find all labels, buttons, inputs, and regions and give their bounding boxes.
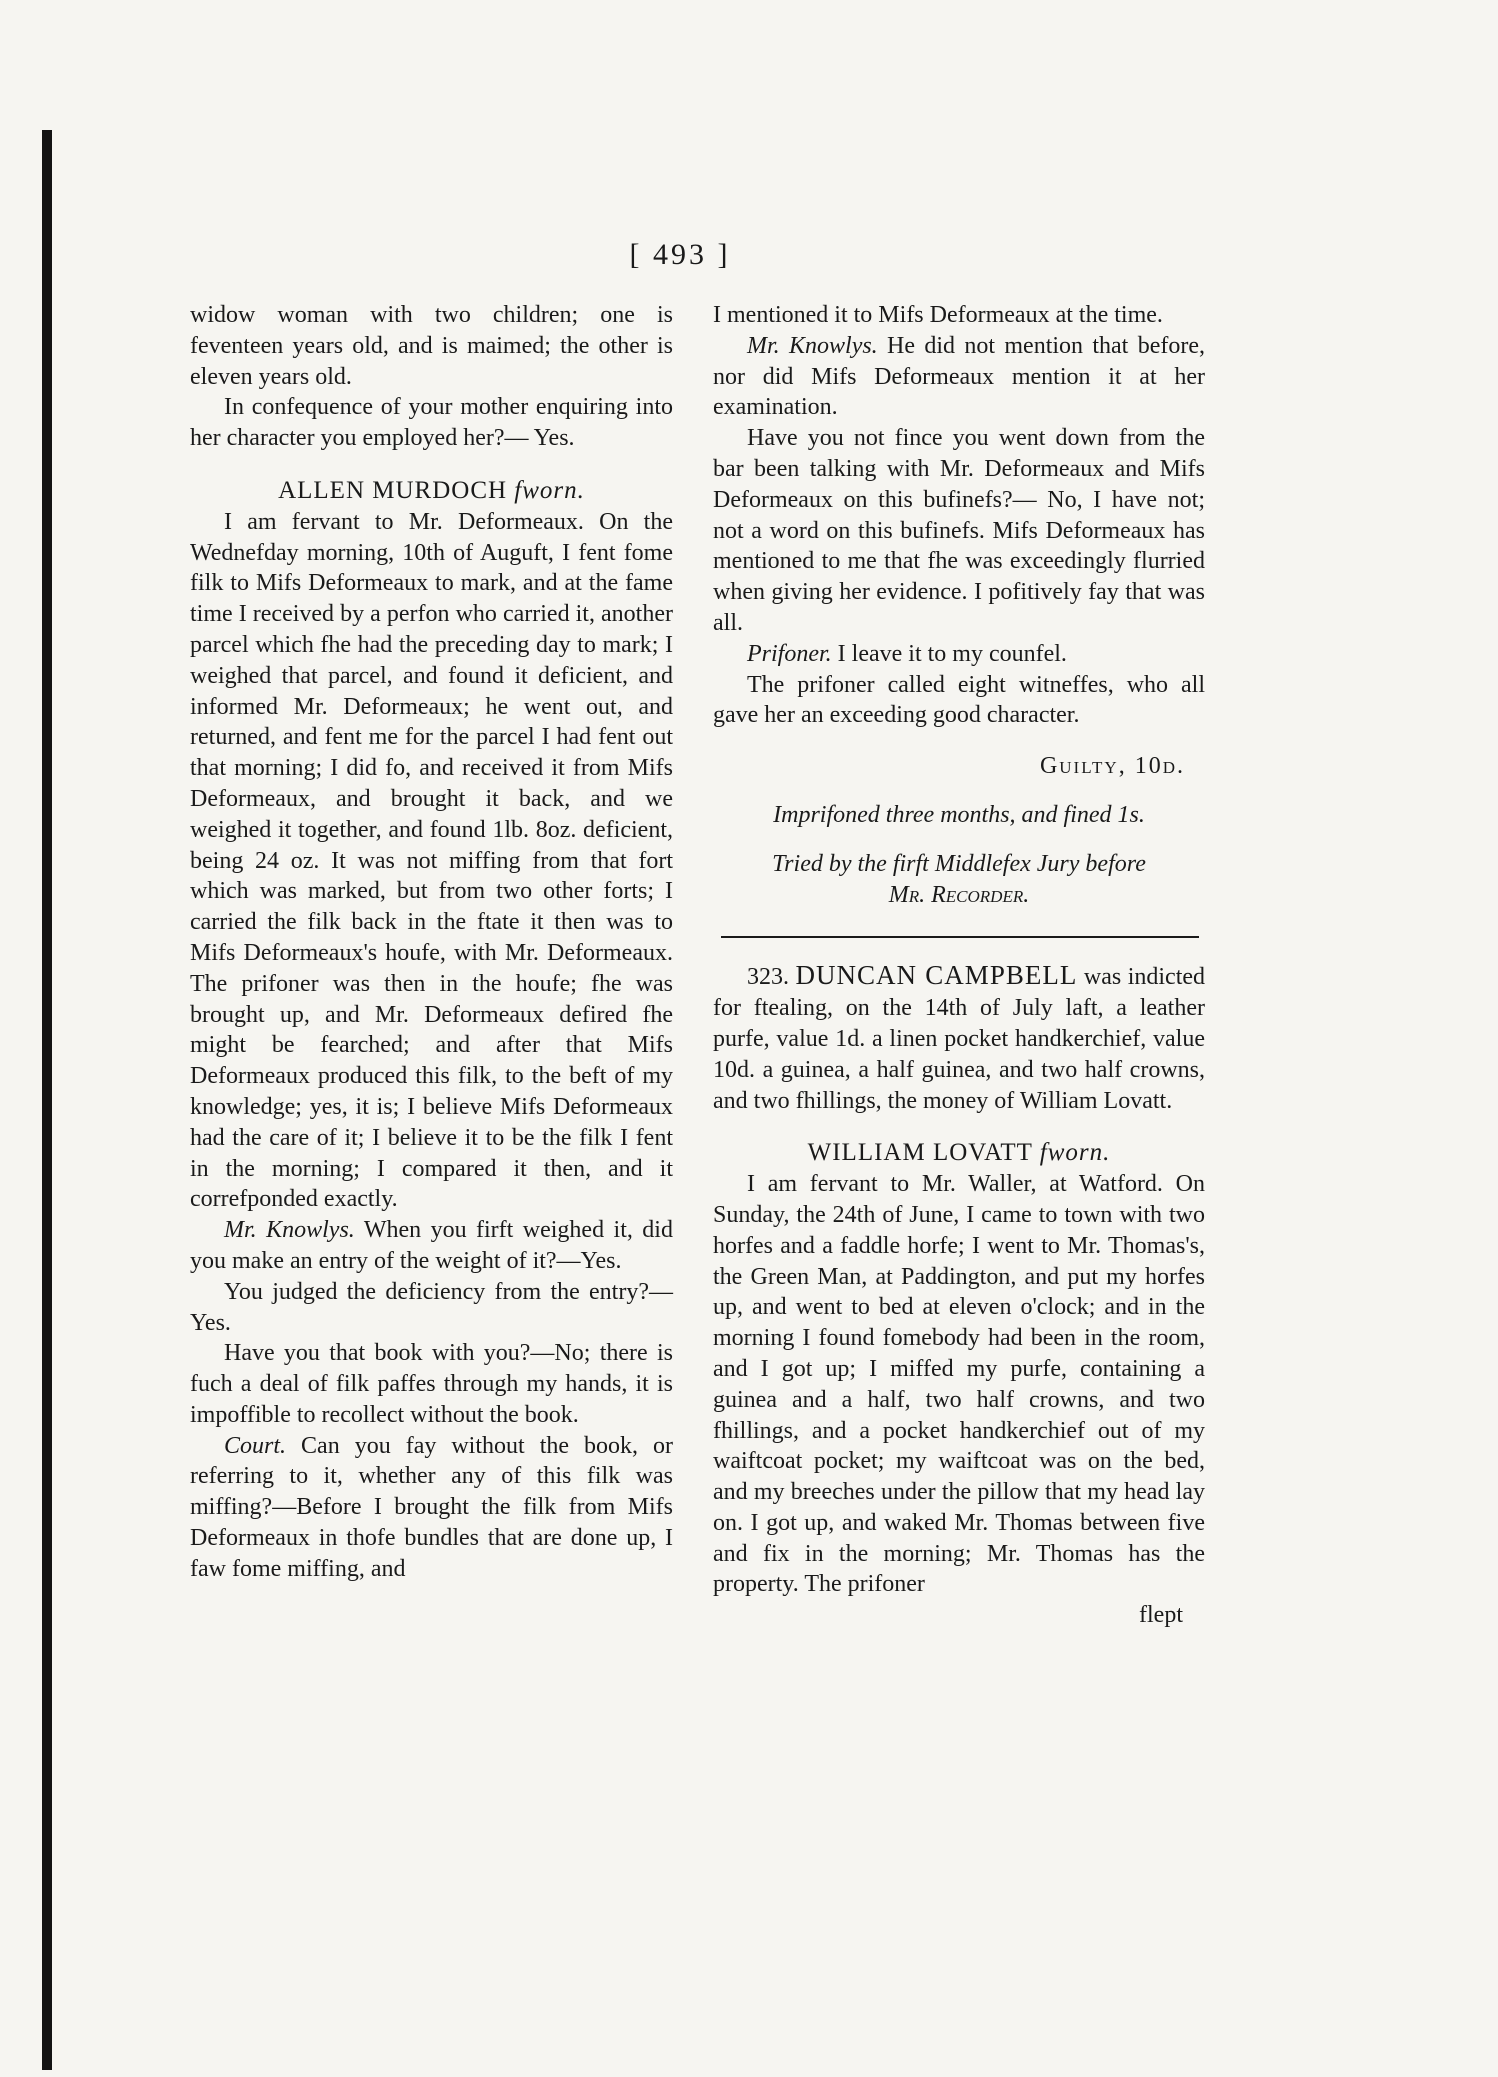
paragraph-text: He did not mention that before, nor did Mifs Deformeaux mention it at her examination. [713,332,1205,421]
page-number: [ 493 ] [629,238,731,271]
page-binding-edge [42,130,52,2070]
tried-line: Mr. Recorder. [888,881,1030,908]
paragraph-text: Can you fay without the book, or referring to it, whether any of this filk was miffing?—Before I brought the filk from Mifs Deformeaux in thofe bundles that are done up, I faw fome miffing, and [190,1432,674,1582]
paragraph: In confequence of your mother enquiring into her character you employed her?— Yes. [190,394,673,452]
testimony: I am fervant to Mr. Deformeaux. On the Wednefday morning, 10th of Auguft, I fent fome filk to Mifs Deformeaux to mark, and at the fame time I received by a perfon who carried it, another parcel which fhe had the preceding day to mark; I weighed that parcel, and found it deficient, and informed Mr. Deformeaux; he went out, and returned, and fent me for the parcel I had fent out that morning; I did fo, and received it from Mifs Deformeaux, and brought it back, and we weighed it together, and found 1lb. 8oz. deficient, being 24 oz. It was not miffing from that fort which was marked, but from two other forts; I carried the filk back in the ftate it then was to Mifs Deformeaux's houfe, with Mr. Deformeaux. The prifoner was then in the houfe; fhe was brought up, and Mr. Deformeaux defired fhe might be fearched; and after that Mifs Deformeaux produced this filk, to the beft of my knowledge; yes, it is; I believe Mifs Deformeaux had the care of it; I believe it to be the filk I fent in the morning; I compared it then, and it correfponded exactly. [190,508,673,1213]
paragraph: You judged the deficiency from the entry?—Yes. [190,1278,673,1336]
paragraph [190,1215,673,1277]
spacer [190,454,673,464]
paragraph: The prifoner called eight witneffes, who all gave her an exceeding good character. [713,671,1205,729]
case-indictment [713,960,1205,1116]
case-number: 323. [747,964,789,991]
witness-heading [190,476,673,507]
paragraph-text: When you firft weighed it, did you make an entry of the weight of it?—Yes. [190,1217,673,1274]
paragraph [190,1431,673,1585]
sworn-label: fworn. [514,476,585,504]
paragraph-text: I leave it to my counfel. [837,640,1067,667]
speaker-label: Court. [224,1432,287,1459]
witness-name: ALLEN MURDOCH [278,476,508,504]
catchword: flept [1139,1602,1183,1629]
witness-name: WILLIAM LOVATT [807,1139,1033,1167]
paragraph: widow woman with two children; one is feventeen years old, and is maimed; the other is eleven years old. [190,302,673,390]
right-column [713,300,1205,1631]
case-text: was indicted for ftealing, on the 14th of July laft, a leather purfe, value 1d. a linen pocket handkerchief, value 10d. a guinea, a half guinea, and two half crowns, and two fhillings, the money of William Lovatt. [713,964,1206,1114]
paragraph [713,639,1205,670]
spacer [713,1116,1205,1126]
case-name: DUNCAN CAMPBELL [795,960,1078,991]
tried-line: Tried by the firft Middlefex Jury before [772,850,1146,877]
verdict: Guilty, 10d. [1039,753,1185,780]
paragraph: Have you not fince you went down from the bar been talking with Mr. Deformeaux and Mifs Deformeaux on this bufinefs?— No, I have not; not a word on this bufinefs. Mifs Deformeaux has mentioned to me that fhe was exceedingly flurried when giving her evidence. I pofitively fay that was all. [713,425,1205,636]
testimony: I am fervant to Mr. Waller, at Watford. On Sunday, the 24th of June, I came to town with two horfes and a faddle horfe; I went to Mr. Thomas's, the Green Man, at Paddington, and put my horfes up, and went to bed at eleven o'clock; and in the morning I found fomebody had been in the room, and I got up; I miffed my purfe, containing a guinea and a half, two half crowns, and two fhillings, and a pocket handkerchief out of my waiftcoat pocket; my waiftcoat was on the bed, and my breeches under the pillow that my head lay on. I got up, and waked Mr. Thomas between five and fix in the morning; Mr. Thomas has the property. The prifoner [713,1171,1205,1598]
speaker-label: Mr. Knowlys. [224,1217,355,1244]
speaker-label: Mr. Knowlys. [747,332,878,359]
sworn-label: fworn. [1039,1139,1111,1167]
paragraph: Have you that book with you?—No; there is fuch a deal of filk paffes through my hands, it is impoffible to recollect without the book. [190,1340,673,1428]
paragraph: I mentioned it to Mifs Deformeaux at the time. [713,302,1163,328]
witness-heading [713,1138,1205,1169]
section-divider [721,936,1199,938]
left-column [190,300,673,1585]
sentence: Imprifoned three months, and fined 1s. [773,801,1145,828]
speaker-label: Prifoner. [747,640,832,667]
paragraph [713,331,1205,423]
